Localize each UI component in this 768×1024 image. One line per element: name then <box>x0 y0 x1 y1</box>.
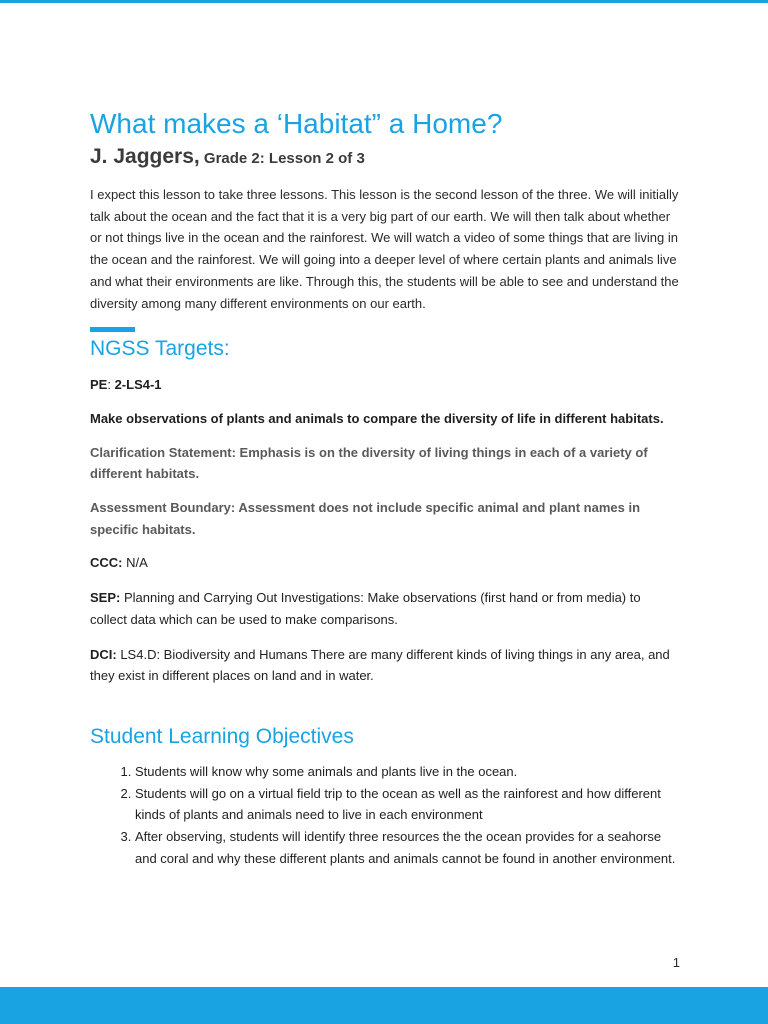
list-item: 1. Students will know why some animals and plants live in the ocean. <box>135 761 680 783</box>
ccc-label: CCC: <box>90 555 123 571</box>
intro-paragraph: I expect this lesson to take three lessons. This lesson is the second lesson of the three. We will initially talk about the ocean and the fact that it is a very big part of our earth. We will then talk about whether or not things live in the ocean and the rainforest. We will watch a video of some things that are living in the ocean and the rainforest. We will going into a deeper level of where certain plants and animals live and what their environments are like. Through this, the students will be able to see and understand the diversity among many different environments on our earth. <box>90 187 679 311</box>
list-item: 2. Students will go on a virtual field trip to the ocean as well as the rainforest and how different kinds of plants and animals need to live in each environment <box>135 783 680 826</box>
bottom-accent-bar <box>0 987 768 1024</box>
section-accent-rule <box>90 327 135 332</box>
pe-statement: Make observations of plants and animals to compare the diversity of life in different habitats. <box>90 410 664 426</box>
clarification-statement: Clarification Statement: Emphasis is on the diversity of living things in each of a variety of different habitats. <box>90 444 648 482</box>
pe-code: 2-LS4-1 <box>114 377 162 393</box>
page-number: 1 <box>672 955 680 970</box>
top-accent-bar <box>0 0 768 3</box>
ccc-value: N/A <box>122 555 148 571</box>
dci-line <box>90 644 680 687</box>
pe-separator: : <box>107 377 115 393</box>
sep-line <box>90 587 680 630</box>
assessment-boundary: Assessment Boundary: Assessment does not include specific animal and plant names in specific habitats. <box>90 500 641 537</box>
sep-label: SEP: <box>90 590 121 606</box>
page-title: What makes a ‘Habitat” a Home? <box>90 108 503 139</box>
dci-label: DCI: <box>90 646 117 662</box>
objectives-heading: Student Learning Objectives <box>90 724 354 748</box>
ngss-heading: NGSS Targets: <box>90 337 230 361</box>
subtitle <box>90 144 680 172</box>
sep-value: Planning and Carrying Out Investigations: Make observations (first hand or from media) to collect data which can be used to make comparisons. <box>90 590 641 627</box>
lesson-info: Grade 2: Lesson 2 of 3 <box>203 150 365 167</box>
ccc-line <box>90 552 680 574</box>
author-name: J. Jaggers, <box>90 145 200 168</box>
dci-value: LS4.D: Biodiversity and Humans There are many different kinds of living things in any area, and they exist in different places on land and in water. <box>90 646 670 684</box>
document-body <box>90 107 680 869</box>
pe-label: PE <box>90 377 108 393</box>
objectives-list <box>90 761 680 870</box>
list-item: 3. After observing, students will identify three resources the the ocean provides for a seahorse and coral and why these different plants and animals cannot be found in another environment. <box>135 826 680 869</box>
pe-line <box>90 374 680 396</box>
